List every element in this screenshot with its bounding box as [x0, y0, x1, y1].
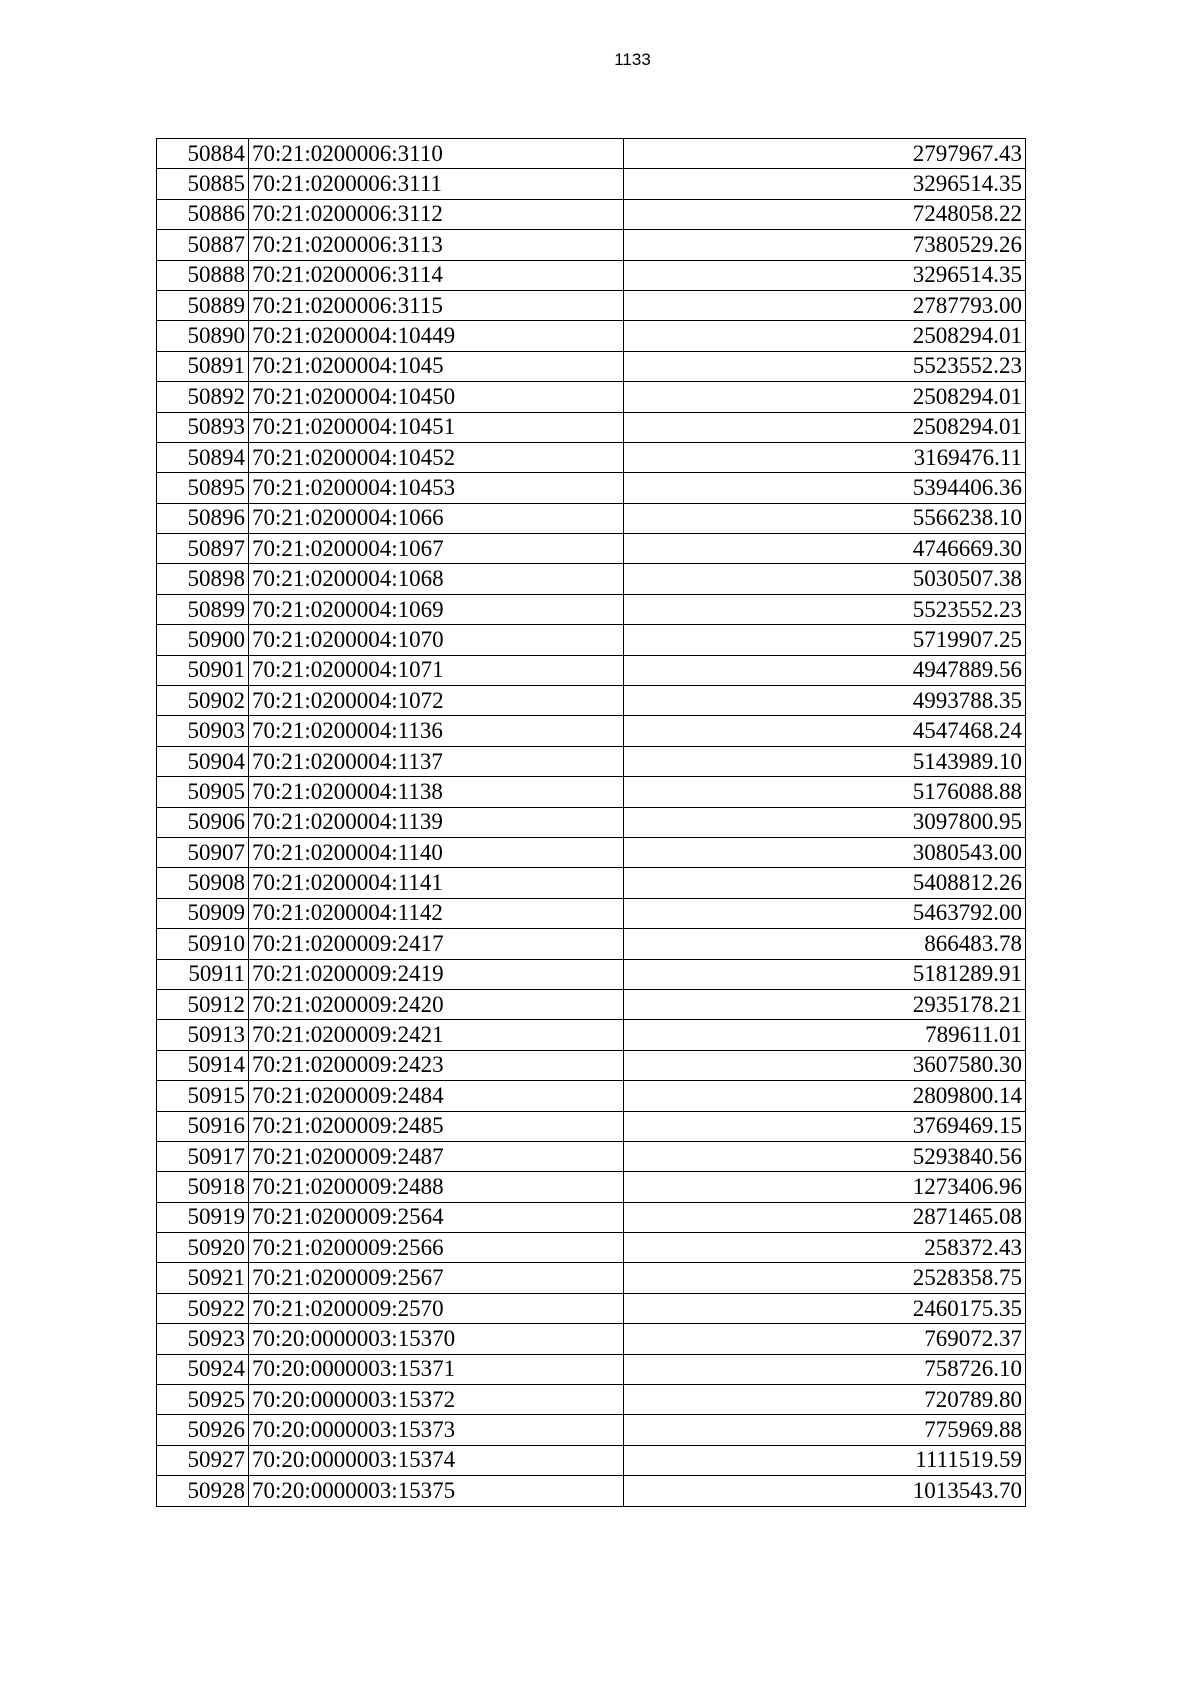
table-row: [157, 382, 1026, 412]
cadastral-value-cell: 2809800.14: [624, 1081, 1026, 1111]
cadastral-number-cell: 70:21:0200009:2567: [249, 1263, 624, 1293]
table-row: [157, 1293, 1026, 1323]
table-row: [157, 989, 1026, 1019]
cadastral-value-cell: 2797967.43: [624, 139, 1026, 169]
table-row: [157, 1263, 1026, 1293]
cadastral-value-table: [156, 138, 1026, 1507]
cadastral-value-cell: 2935178.21: [624, 989, 1026, 1019]
row-number-cell: 50901: [157, 655, 249, 685]
cadastral-number-cell: 70:21:0200009:2566: [249, 1233, 624, 1263]
table-row: [157, 1415, 1026, 1445]
row-number-cell: 50898: [157, 564, 249, 594]
table-row: [157, 1081, 1026, 1111]
cadastral-value-cell: 4547468.24: [624, 716, 1026, 746]
table-row: [157, 290, 1026, 320]
table-row: [157, 230, 1026, 260]
cadastral-value-cell: 5143989.10: [624, 746, 1026, 776]
cadastral-number-cell: 70:21:0200004:10453: [249, 473, 624, 503]
cadastral-number-cell: 70:21:0200004:1139: [249, 807, 624, 837]
row-number-cell: 50921: [157, 1263, 249, 1293]
table-row: [157, 868, 1026, 898]
cadastral-number-cell: 70:21:0200009:2421: [249, 1020, 624, 1050]
cadastral-number-cell: 70:21:0200009:2570: [249, 1293, 624, 1323]
table-row: [157, 746, 1026, 776]
table-row: [157, 594, 1026, 624]
cadastral-number-cell: 70:21:0200009:2419: [249, 959, 624, 989]
cadastral-value-cell: 3296514.35: [624, 260, 1026, 290]
cadastral-number-cell: 70:21:0200004:1045: [249, 351, 624, 381]
cadastral-value-cell: 1111519.59: [624, 1445, 1026, 1475]
cadastral-value-cell: 7248058.22: [624, 199, 1026, 229]
row-number-cell: 50896: [157, 503, 249, 533]
cadastral-number-cell: 70:21:0200006:3115: [249, 290, 624, 320]
table-row: [157, 655, 1026, 685]
cadastral-number-cell: 70:21:0200006:3110: [249, 139, 624, 169]
cadastral-number-cell: 70:20:0000003:15370: [249, 1324, 624, 1354]
row-number-cell: 50903: [157, 716, 249, 746]
row-number-cell: 50922: [157, 1293, 249, 1323]
cadastral-number-cell: 70:21:0200006:3111: [249, 169, 624, 199]
page-number: 1133: [614, 50, 651, 69]
cadastral-number-cell: 70:21:0200009:2485: [249, 1111, 624, 1141]
row-number-cell: 50890: [157, 321, 249, 351]
table-row: [157, 898, 1026, 928]
row-number-cell: 50892: [157, 382, 249, 412]
row-number-cell: 50914: [157, 1050, 249, 1080]
row-number-cell: 50894: [157, 442, 249, 472]
cadastral-value-cell: 5463792.00: [624, 898, 1026, 928]
cadastral-number-cell: 70:21:0200006:3112: [249, 199, 624, 229]
cadastral-number-cell: 70:21:0200004:1138: [249, 777, 624, 807]
cadastral-number-cell: 70:21:0200004:1070: [249, 625, 624, 655]
row-number-cell: 50925: [157, 1385, 249, 1415]
table-row: [157, 412, 1026, 442]
cadastral-value-cell: 5181289.91: [624, 959, 1026, 989]
cadastral-number-cell: 70:20:0000003:15374: [249, 1445, 624, 1475]
cadastral-number-cell: 70:21:0200009:2420: [249, 989, 624, 1019]
table-row: [157, 1445, 1026, 1475]
table-row: [157, 473, 1026, 503]
table-row: [157, 625, 1026, 655]
table-row: [157, 139, 1026, 169]
table-row: [157, 1202, 1026, 1232]
cadastral-number-cell: 70:20:0000003:15373: [249, 1415, 624, 1445]
cadastral-value-cell: 5293840.56: [624, 1141, 1026, 1171]
table-row: [157, 716, 1026, 746]
row-number-cell: 50911: [157, 959, 249, 989]
cadastral-value-cell: 5523552.23: [624, 351, 1026, 381]
cadastral-number-cell: 70:21:0200009:2417: [249, 929, 624, 959]
cadastral-number-cell: 70:21:0200004:1071: [249, 655, 624, 685]
row-number-cell: 50919: [157, 1202, 249, 1232]
row-number-cell: 50917: [157, 1141, 249, 1171]
table-row: [157, 686, 1026, 716]
table-row: [157, 1172, 1026, 1202]
table-row: [157, 777, 1026, 807]
table-row: [157, 1141, 1026, 1171]
row-number-cell: 50906: [157, 807, 249, 837]
table-row: [157, 260, 1026, 290]
cadastral-value-cell: 769072.37: [624, 1324, 1026, 1354]
cadastral-value-cell: 789611.01: [624, 1020, 1026, 1050]
cadastral-number-cell: 70:21:0200009:2423: [249, 1050, 624, 1080]
row-number-cell: 50888: [157, 260, 249, 290]
row-number-cell: 50927: [157, 1445, 249, 1475]
cadastral-value-cell: 2787793.00: [624, 290, 1026, 320]
row-number-cell: 50920: [157, 1233, 249, 1263]
cadastral-number-cell: 70:21:0200004:10452: [249, 442, 624, 472]
row-number-cell: 50912: [157, 989, 249, 1019]
cadastral-value-cell: 2508294.01: [624, 412, 1026, 442]
row-number-cell: 50916: [157, 1111, 249, 1141]
cadastral-number-cell: 70:20:0000003:15372: [249, 1385, 624, 1415]
row-number-cell: 50891: [157, 351, 249, 381]
cadastral-number-cell: 70:21:0200004:1068: [249, 564, 624, 594]
row-number-cell: 50902: [157, 686, 249, 716]
cadastral-value-cell: 3296514.35: [624, 169, 1026, 199]
row-number-cell: 50928: [157, 1476, 249, 1506]
row-number-cell: 50884: [157, 139, 249, 169]
cadastral-number-cell: 70:21:0200004:10450: [249, 382, 624, 412]
table-row: [157, 199, 1026, 229]
row-number-cell: 50905: [157, 777, 249, 807]
cadastral-number-cell: 70:21:0200004:1072: [249, 686, 624, 716]
table-row: [157, 351, 1026, 381]
cadastral-number-cell: 70:21:0200006:3113: [249, 230, 624, 260]
row-number-cell: 50900: [157, 625, 249, 655]
cadastral-value-cell: 2460175.35: [624, 1293, 1026, 1323]
cadastral-number-cell: 70:21:0200004:1069: [249, 594, 624, 624]
cadastral-number-cell: 70:21:0200004:1140: [249, 837, 624, 867]
cadastral-value-cell: 2871465.08: [624, 1202, 1026, 1232]
cadastral-value-cell: 5030507.38: [624, 564, 1026, 594]
table-row: [157, 169, 1026, 199]
cadastral-value-cell: 1273406.96: [624, 1172, 1026, 1202]
cadastral-number-cell: 70:21:0200004:1142: [249, 898, 624, 928]
cadastral-value-cell: 3607580.30: [624, 1050, 1026, 1080]
cadastral-number-cell: 70:21:0200009:2564: [249, 1202, 624, 1232]
row-number-cell: 50926: [157, 1415, 249, 1445]
cadastral-number-cell: 70:21:0200004:10449: [249, 321, 624, 351]
cadastral-value-cell: 3097800.95: [624, 807, 1026, 837]
table-body: [157, 139, 1026, 1507]
cadastral-value-cell: 258372.43: [624, 1233, 1026, 1263]
table-row: [157, 321, 1026, 351]
table-row: [157, 959, 1026, 989]
row-number-cell: 50904: [157, 746, 249, 776]
cadastral-value-cell: 4947889.56: [624, 655, 1026, 685]
table-row: [157, 1385, 1026, 1415]
row-number-cell: 50885: [157, 169, 249, 199]
table-row: [157, 1020, 1026, 1050]
cadastral-value-cell: 5176088.88: [624, 777, 1026, 807]
cadastral-number-cell: 70:21:0200004:1066: [249, 503, 624, 533]
table-row: [157, 807, 1026, 837]
cadastral-value-cell: 1013543.70: [624, 1476, 1026, 1506]
cadastral-value-cell: 720789.80: [624, 1385, 1026, 1415]
row-number-cell: 50895: [157, 473, 249, 503]
table-row: [157, 929, 1026, 959]
cadastral-value-cell: 5566238.10: [624, 503, 1026, 533]
table-row: [157, 534, 1026, 564]
cadastral-number-cell: 70:21:0200009:2488: [249, 1172, 624, 1202]
cadastral-value-cell: 7380529.26: [624, 230, 1026, 260]
cadastral-number-cell: 70:21:0200009:2487: [249, 1141, 624, 1171]
cadastral-number-cell: 70:21:0200004:10451: [249, 412, 624, 442]
cadastral-value-cell: 758726.10: [624, 1354, 1026, 1384]
cadastral-value-cell: 3080543.00: [624, 837, 1026, 867]
cadastral-number-cell: 70:21:0200004:1136: [249, 716, 624, 746]
table-row: [157, 1050, 1026, 1080]
row-number-cell: 50909: [157, 898, 249, 928]
row-number-cell: 50924: [157, 1354, 249, 1384]
table-row: [157, 1233, 1026, 1263]
cadastral-number-cell: 70:21:0200006:3114: [249, 260, 624, 290]
row-number-cell: 50910: [157, 929, 249, 959]
table-row: [157, 1111, 1026, 1141]
row-number-cell: 50889: [157, 290, 249, 320]
table-row: [157, 1354, 1026, 1384]
cadastral-value-cell: 2508294.01: [624, 382, 1026, 412]
row-number-cell: 50907: [157, 837, 249, 867]
row-number-cell: 50887: [157, 230, 249, 260]
table-row: [157, 1324, 1026, 1354]
cadastral-number-cell: 70:20:0000003:15375: [249, 1476, 624, 1506]
cadastral-value-cell: 5719907.25: [624, 625, 1026, 655]
row-number-cell: 50908: [157, 868, 249, 898]
row-number-cell: 50893: [157, 412, 249, 442]
table-row: [157, 1476, 1026, 1506]
cadastral-value-cell: 866483.78: [624, 929, 1026, 959]
cadastral-value-cell: 4746669.30: [624, 534, 1026, 564]
cadastral-value-cell: 3169476.11: [624, 442, 1026, 472]
table-row: [157, 442, 1026, 472]
cadastral-number-cell: 70:21:0200004:1137: [249, 746, 624, 776]
table-row: [157, 503, 1026, 533]
cadastral-value-cell: 4993788.35: [624, 686, 1026, 716]
cadastral-value-cell: 5394406.36: [624, 473, 1026, 503]
table-row: [157, 564, 1026, 594]
cadastral-number-cell: 70:21:0200009:2484: [249, 1081, 624, 1111]
cadastral-value-cell: 3769469.15: [624, 1111, 1026, 1141]
cadastral-value-cell: 5408812.26: [624, 868, 1026, 898]
row-number-cell: 50918: [157, 1172, 249, 1202]
cadastral-number-cell: 70:20:0000003:15371: [249, 1354, 624, 1384]
cadastral-value-cell: 5523552.23: [624, 594, 1026, 624]
cadastral-value-cell: 2528358.75: [624, 1263, 1026, 1293]
cadastral-value-cell: 775969.88: [624, 1415, 1026, 1445]
cadastral-number-cell: 70:21:0200004:1141: [249, 868, 624, 898]
row-number-cell: 50897: [157, 534, 249, 564]
table-row: [157, 837, 1026, 867]
row-number-cell: 50913: [157, 1020, 249, 1050]
cadastral-value-cell: 2508294.01: [624, 321, 1026, 351]
row-number-cell: 50915: [157, 1081, 249, 1111]
row-number-cell: 50886: [157, 199, 249, 229]
row-number-cell: 50899: [157, 594, 249, 624]
row-number-cell: 50923: [157, 1324, 249, 1354]
cadastral-number-cell: 70:21:0200004:1067: [249, 534, 624, 564]
